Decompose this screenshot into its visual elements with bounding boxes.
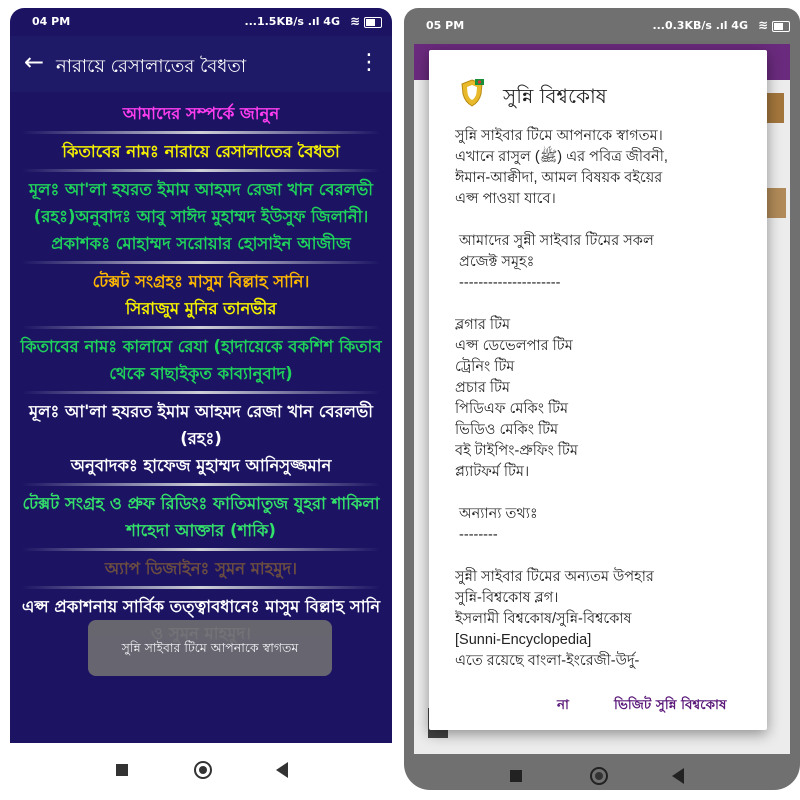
status-time: 04 PM bbox=[32, 15, 71, 28]
recent-apps-icon[interactable] bbox=[116, 764, 128, 776]
app-bar bbox=[10, 36, 392, 92]
status-bar bbox=[404, 16, 800, 36]
divider bbox=[22, 131, 380, 134]
dialog-body-text[interactable]: সুন্নি সাইবার টিমে আপনাকে স্বাগতম। এখানে রাসুল (ﷺ) এর পবিত্র জীবনী, ঈমান-আক্বীদা, আমল বিষয়ক বইয়ের এপ্স পাওয়া যাবে। আমাদের সুন্নী সাইবার টিমের সকল প্রজেক্ট সমূহঃ --------------------- ব্লগার টিম এপ্স ডেভেলপার টিম ট্রেনিং টিম প্রচার টিম পিডিএফ মেকিং টিম ভিডিও মেকিং টিম বই টাইপিং-প্রুফিং টিম প্ল্যাটফর্ম টিম। অন্যান্য তথ্যঃ -------- সুন্নী সাইবার টিমের অন্যতম উপহার সুন্নি-বিশ্বকোষ ব্লগ। ইসলামী বিশ্বকোষ/সুন্নি-বিশ্বকোষ [Sunni-Encyclopedia] এতে রয়েছে বাংলা-ইংরেজী-উর্দু- bbox=[455, 128, 668, 669]
about-line: এপ্স প্রকাশনায় সার্বিক তত্ত্বাবধানেঃ মাসুম বিল্লাহ সানি bbox=[21, 597, 381, 616]
dimmed-element bbox=[766, 188, 786, 218]
about-line: টেক্সট সংগ্রহঃ মাসুম বিল্লাহ সানি। bbox=[92, 272, 310, 291]
divider bbox=[22, 548, 380, 551]
network-speed: ...0.3KB/s .ıl 4G bbox=[652, 19, 748, 32]
status-time: 05 PM bbox=[426, 19, 465, 32]
about-line: কিতাবের নামঃ কালামে রেযা (হাদায়েকে বকশিশ কিতাব থেকে বাছাইকৃত কাব্যানুবাদ) bbox=[20, 337, 382, 383]
about-line: অ্যাপ ডিজাইনঃ সুমন মাহমুদ। bbox=[104, 559, 298, 578]
right-phone-screenshot bbox=[404, 0, 800, 800]
about-line: টেক্সট সংগ্রহ ও প্রুফ রিডিংঃ ফাতিমাতুজ যুহরা শাকিলা bbox=[22, 494, 380, 513]
divider bbox=[22, 326, 380, 329]
about-line: মূলঃ আ'লা হযরত ইমাম আহমদ রেজা খান বেরলভী (রহঃ)অনুবাদঃ আবু সাঈদ মুহাম্মদ ইউসুফ জিলানী। bbox=[29, 180, 373, 226]
toast-message: সুন্নি সাইবার টিমে আপনাকে স্বাগতম bbox=[88, 620, 332, 676]
divider bbox=[22, 261, 380, 264]
back-nav-icon[interactable] bbox=[276, 762, 288, 778]
dialog-title: সুন্নি বিশ্বকোষ bbox=[503, 84, 607, 108]
wifi-icon: ≋ bbox=[757, 18, 768, 32]
divider bbox=[22, 391, 380, 394]
home-icon[interactable] bbox=[590, 767, 608, 785]
divider bbox=[22, 483, 380, 486]
network-speed: ...1.5KB/s .ıl 4G bbox=[244, 15, 340, 28]
visit-encyclopedia-button[interactable]: ভিজিট সুন্নি বিশ্বকোষ bbox=[614, 697, 727, 713]
about-content bbox=[10, 100, 392, 647]
battery-icon bbox=[364, 17, 382, 28]
about-line: মূলঃ আ'লা হযরত ইমাম আহমদ রেজা খান বেরলভী (রহঃ) bbox=[29, 402, 373, 448]
about-line: কিতাবের নামঃ নারায়ে রেসালাতের বৈধতা bbox=[62, 142, 340, 161]
wifi-icon: ≋ bbox=[349, 14, 360, 28]
no-button[interactable]: না bbox=[557, 697, 569, 713]
system-nav-bar bbox=[404, 756, 800, 796]
system-nav-bar bbox=[0, 750, 402, 790]
right-screen bbox=[404, 8, 800, 790]
about-line: শাহেদা আক্তার (শাকি) bbox=[126, 521, 276, 540]
recent-apps-icon[interactable] bbox=[510, 770, 522, 782]
more-options-icon[interactable]: ⋮ bbox=[358, 50, 380, 75]
about-line: আমাদের সম্পর্কে জানুন bbox=[122, 104, 280, 123]
sunni-encyclopedia-logo-icon bbox=[457, 78, 487, 108]
left-screen bbox=[10, 8, 392, 743]
app-bar-title: নারায়ে রেসালাতের বৈধতা bbox=[56, 56, 247, 77]
back-arrow-icon[interactable]: ← bbox=[24, 48, 45, 76]
home-icon[interactable] bbox=[194, 761, 212, 779]
back-nav-icon[interactable] bbox=[672, 768, 684, 784]
about-line: সিরাজুম মুনির তানভীর bbox=[125, 299, 277, 318]
battery-icon bbox=[772, 21, 790, 32]
info-dialog bbox=[429, 50, 767, 730]
divider bbox=[22, 169, 380, 172]
divider bbox=[22, 586, 380, 589]
status-bar bbox=[10, 12, 392, 32]
dialog-actions bbox=[429, 672, 767, 730]
about-line: অনুবাদকঃ হাফেজ মুহাম্মদ আনিসুজ্জমান bbox=[70, 456, 332, 475]
about-line: প্রকাশকঃ মোহাম্মদ সরোয়ার হোসাইন আজীজ bbox=[51, 234, 351, 253]
